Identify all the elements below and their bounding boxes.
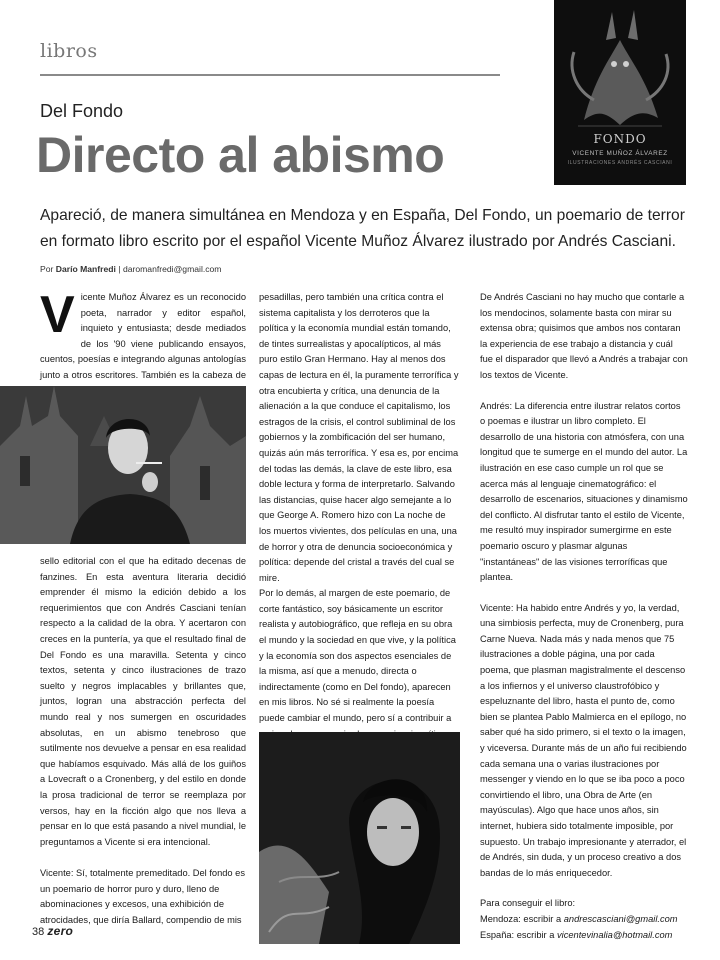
drop-cap: V [40,286,75,344]
cover-title: FONDO [593,132,647,146]
article-lede: Apareció, de manera simultánea en Mendoza y en España, Del Fondo, un poemario de terror en formato libro escrito por el español Vicente Muñoz Álvarez ilustrado por Andrés Casciani. [40,207,685,250]
byline-author: Darío Manfredi [55,264,116,274]
page-footer [32,924,73,938]
col2-paragraph-2: Por lo demás, al margen de este poemario, de corte fantástico, soy básicamente un escritor realista y autobiográfico, que refleja en su obra el mundo y la sociedad en que vive, y la política y la economía son dos aspectos esenciales de la misma, así que a menudo, directa o indirectamente (como en Del fondo), aparecen en mis libros. No sé si realmente la poesía puede cambiar el mundo, pero sí a contribuir a [259,588,456,724]
author-photo-vicente [0,386,246,544]
byline-prefix: Por [40,264,54,274]
byline [40,264,221,274]
column-2 [259,290,460,758]
contact-spain-email[interactable]: vicentevinalia@hotmail.com [557,929,673,940]
section-label: libros [40,40,98,62]
photo-vicente-illustration [0,386,246,544]
column-3 [480,290,688,943]
header-rule [40,74,500,76]
col1-paragraph-1: icente Muñoz Álvarez es un reconocido poeta, narrador y editor español, inquieto y entusiasta; desde mediados de los '90 viene publicando ensayos, cuentos, poesías e integrando algunas antologías junto a otros escritores. También es la cabeza de [40,292,246,380]
magazine-brand: zero [47,924,74,938]
page-number: 38 [32,926,45,938]
col1-paragraph-3: Vicente: Sí, totalmente premeditado. Del fondo es un poemario de horror puro y duro, lleno de abominaciones y excesos, una exhibición de atrocidades, que diría Ballard, compendio de mis [40,868,245,926]
contact-intro: Para conseguir el libro: [480,898,576,909]
cover-author: VICENTE MUÑOZ ÁLVAREZ [572,150,668,157]
byline-email: daromanfredi@gmail.com [122,264,222,274]
contact-spain-label: España: escribir a [480,929,555,940]
column-1-top [40,286,246,399]
cover-illustration [554,0,686,185]
byline-separator: | [118,264,121,274]
article-kicker: Del Fondo [40,101,124,121]
author-photo-andres [259,732,460,944]
col1-paragraph-2: sello editorial con el que ha editado decenas de fanzines. En esta aventura literaria decidió emprender él mismo la edición debido a los requerimientos que con Andrés Casciani tenían respecto a la calidad de la obra. Y acertaron con creces en la puntería, ya que el resultado final de Del Fondo es una maravilla. Setenta y cinco textos, setenta y cinco ilustraciones de trazo suelto y negros implacables y brillantes que, juntos, logran una abstracción perfecta del mundo real y nos sumergen en oscuridades absolutas, en un abismo tenebroso que sutilmente nos devuelve a pensar en esa realidad que habíamos esquivado. Más allá de los guiños a Lovecraft o a Cronenberg, y del estilo en donde la prosa tradicional de terror se reemplaza por versos, hay en la ficción algo que nos lleva a pensar en lo que está pasando a nivel mundial, le preguntamos a Vicente si era intencional. [40,556,246,847]
cover-credit: ILUSTRACIONES ANDRÉS CASCIANI [567,160,673,166]
col3-paragraph-2: Andrés: La diferencia entre ilustrar relatos cortos o poemas e ilustrar un libro completo. El desarrollo de una historia con atmósfera, con una longitud que te sumerge en el mundo del autor. La ilustración en ese caso cumple un rol que se acerca más al lenguaje cinematográfico: el desarrollo de escenarios, situaciones y dinamismo del conflicto. Al disfrutar tanto el estilo de Vicente, me resultó muy inspirador sumergirme en este poemario oscuro y plasmar algunas "instantáneas" de las visiones terroríficas que plantea. [480,400,688,583]
col3-paragraph-3: Vicente: Ha habido entre Andrés y yo, la verdad, una simbiosis perfecta, muy de Cronenberg, pura Carne Nueva. Nada más y nada menos que 75 ilustraciones a doble página, una por cada poema, que plasman magistralmente el descenso a los infiernos y el universo claustrofóbico y espeluznante del libro, hasta el punto de, como bien se plantea Pablo Malmierca en el epílogo, no saber qué ha sido primero, si el texto o la imagen, y viceversa. Durante más de un año fui recibiendo cada semana una o varias ilustraciones por messenger y viendo en lo que se iba poco a poco convirtiendo el libro, una Obra de Arte (en mayúsculas). Algo que hace unos años, sin internet, hubiera sido totalmente imposible, por supuesto. Un trabajo impresionante y aterrador, el de Andrés, sin duda, y un proceso creativo a dos bandas de lo más enriquecedor. [480,602,687,878]
book-cover-image [554,0,686,185]
article-title: Directo al abismo [36,127,445,183]
col2-paragraph-1: pesadillas, pero también una crítica contra el sistema capitalista y los derroteros que la política y la economía mundial están tomando, de tintes surrealistas y apocalípticos, al más puro estilo Gran Hermano. Hay al menos dos capas de lectura en él, la puramente terrorífica y otra encubierta y crítica, una denuncia de la alienación a la que conduce el capitalismo, los estragos de la crisis, el control subliminal de los gobiernos y la zombificación del ser humano, quizás aún más terrorífica. Y esa es, por encima del todas las demás, la clave de este libro, esa doble lectura y forma de interpretarlo. Salvando las distancias, quise hacer algo semejante a lo que George A. Romero hizo con La noche de los muertos vivientes, dos películas en una, una de horror y otra de denuncia socioeconómica y política: depende del cristal a través del cual se mire. [259,292,459,583]
contact-mendoza [480,912,688,928]
contact-mendoza-email[interactable]: andrescasciani@gmail.com [563,913,678,924]
col3-paragraph-1: De Andrés Casciani no hay mucho que contarle a los mendocinos, solamente basta con mirar su extensa obra; quisimos que ambos nos contaran la experiencia de ese trabajo a distancia y cuál fue el disparador que llevó a Andrés a trabajar con los textos de Vicente. [480,292,688,380]
column-1-bottom [40,554,246,929]
contact-spain [480,928,688,944]
photo-andres-illustration [259,732,460,944]
contact-mendoza-label: Mendoza: escribir a [480,913,562,924]
